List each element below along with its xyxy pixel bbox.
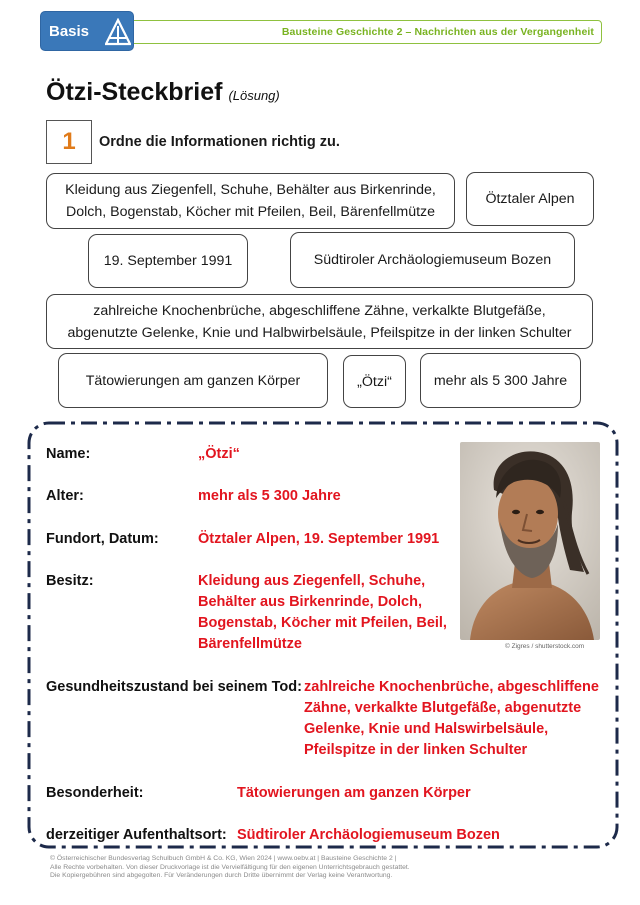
location-value: Südtiroler Archäologiemuseum Bozen <box>237 827 500 843</box>
card-museum-text: Südtiroler Archäologiemuseum Bozen <box>313 252 552 268</box>
task-instruction: Ordne die Informationen richtig zu. <box>99 134 340 150</box>
belongings-line: Kleidung aus Ziegenfell, Schuhe, <box>198 573 426 589</box>
title-text: Ötzi-Steckbrief <box>46 78 223 106</box>
oetzi-reconstruction-photo <box>460 442 600 640</box>
task-number: 1 <box>62 128 76 155</box>
health-line: zahlreiche Knochenbrüche, abgeschliffene <box>304 679 599 695</box>
card-museum <box>290 232 575 288</box>
card-health-line-1: zahlreiche Knochenbrüche, abgeschliffene Zähne, verkalkte Blutgefäße, <box>93 302 546 319</box>
task-number-box <box>46 120 92 164</box>
belongings-line: Behälter aus Birkenrinde, Dolch, <box>198 594 423 610</box>
health-label: Gesundheitszustand bei seinem Tod: <box>46 679 302 695</box>
card-belongings-line-2: Dolch, Bogenstab, Köcher mit Pfeilen, Beil, Bärenfellmütze <box>65 204 436 220</box>
card-belongings <box>46 173 455 229</box>
card-health-line-2: abgenutzte Gelenke, Knie und Halbwirbelsäule, Pfeilspitze in der linken Schulter <box>67 324 572 341</box>
belongings-line: Bogenstab, Köcher mit Pfeilen, Beil, <box>198 615 447 631</box>
belongings-line: Bärenfellmütze <box>198 636 302 652</box>
belongings-label: Besitz: <box>46 573 94 589</box>
special-label: Besonderheit: <box>46 785 144 801</box>
card-name-text: „Ötzi“ <box>357 373 392 390</box>
card-age <box>420 353 581 408</box>
publisher-logo <box>40 11 134 51</box>
health-line: Gelenke, Knie und Halswirbelsäule, <box>304 721 549 737</box>
location-label: derzeitiger Aufenthaltsort: <box>46 827 227 843</box>
find-value: Ötztaler Alpen, 19. September 1991 <box>198 531 440 547</box>
card-tattoos <box>58 353 328 408</box>
card-find-place-text: Ötztaler Alpen <box>485 191 575 207</box>
footer-line-1: © Österreichischer Bundesverlag Schulbuch GmbH & Co. KG, Wien 2024 | www.oebv.at | Bausteine Geschichte 2 | <box>50 855 397 862</box>
name-label: Name: <box>46 446 91 462</box>
footer-line-3: Die Kopiergebühren sind abgegolten. Für Veränderungen durch Dritte übernimmt der Verlag keine Verantwortung. <box>50 872 393 879</box>
card-age-text: mehr als 5 300 Jahre <box>433 372 568 389</box>
health-line: Pfeilspitze in der linken Schulter <box>304 742 528 758</box>
photo-credit: © Zigres / shutterstock.com <box>505 643 585 650</box>
belongings-value <box>198 571 447 655</box>
triangle-logo-icon <box>105 18 131 46</box>
card-belongings-line-1: Kleidung aus Ziegenfell, Schuhe, Behälter aus Birkenrinde, <box>65 182 436 198</box>
card-find-date-text: 19. September 1991 <box>103 253 233 269</box>
find-label: Fundort, Datum: <box>46 531 159 547</box>
series-title: Bausteine Geschichte 2 – Nachrichten aus der Vergangenheit <box>281 26 594 38</box>
card-tattoos-text: Tätowierungen am ganzen Körper <box>85 372 301 389</box>
card-health <box>46 294 593 349</box>
card-name <box>343 355 406 408</box>
page-title <box>46 78 280 107</box>
footer-line-2: Alle Rechte vorbehalten. Von dieser Druckvorlage ist die Vervielfältigung für den eigenen Unterrichtsgebrauch gestattet. <box>50 863 410 871</box>
card-find-place <box>466 172 594 226</box>
health-value <box>304 677 599 761</box>
health-line: Zähne, verkalkte Blutgefäße, abgenutzte <box>304 700 582 716</box>
footer <box>50 855 410 881</box>
name-value: „Ötzi“ <box>198 446 240 462</box>
special-value: Tätowierungen am ganzen Körper <box>237 785 471 801</box>
card-find-date <box>88 234 248 288</box>
age-label: Alter: <box>46 488 84 504</box>
logo-text: Basis <box>49 23 90 40</box>
title-subtitle: (Lösung) <box>228 88 280 103</box>
age-value: mehr als 5 300 Jahre <box>198 488 341 504</box>
